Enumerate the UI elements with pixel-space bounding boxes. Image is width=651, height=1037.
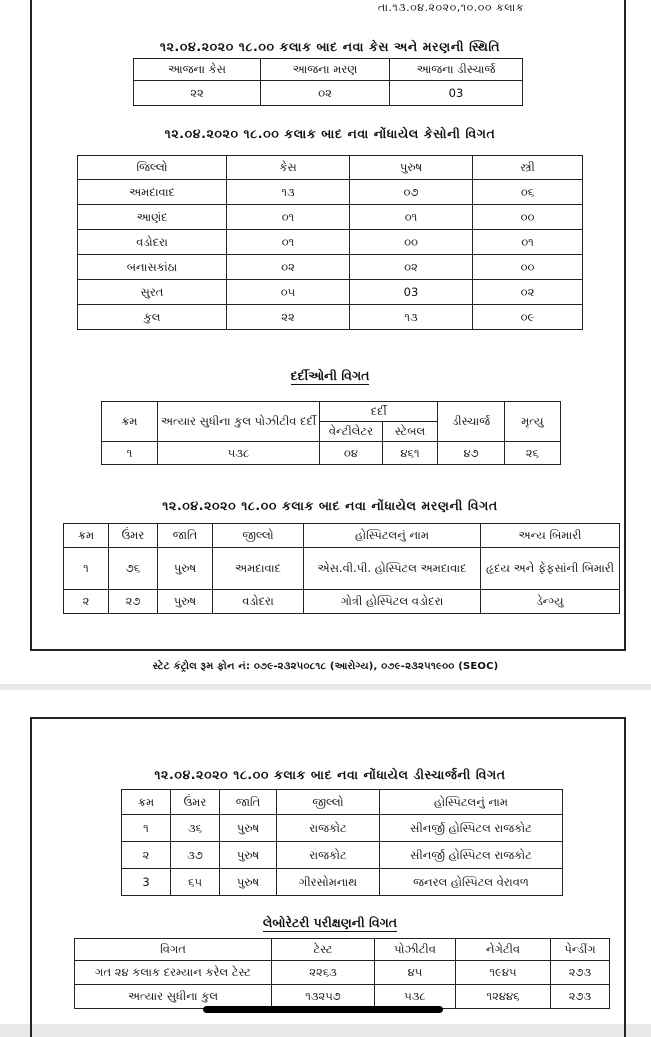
kram-cell: ૨ bbox=[122, 842, 171, 869]
kram-cell: 3 bbox=[122, 869, 171, 896]
deaths-title: ૧૨.૦૪.૨૦૨૦ ૧૮.૦૦ કલાક બાદ નવા નોંધાયેલ મરણની વિગત bbox=[162, 498, 498, 513]
table-header-row bbox=[122, 790, 563, 815]
hospital-cell: ગોત્રી હોસ્પિટલ વડોદરા bbox=[304, 590, 481, 614]
cases-cell: ૦૨ bbox=[227, 255, 350, 280]
table-header-cell: સ્ટેબલ bbox=[382, 422, 438, 442]
patients-title-text: દર્દીઓની વિગત bbox=[290, 368, 370, 383]
discharges-title: ૧૨.૦૪.૨૦૨૦ ૧૮.૦૦ કલાક બાદ નવા નોંધાયેલ ડીસ્ચાર્જની વિગત bbox=[154, 767, 506, 782]
detail-cell: અત્યાર સુધીના કુલ bbox=[75, 985, 272, 1009]
table-header-cell: જાતિ bbox=[158, 524, 213, 548]
today-discharges-value: 03 bbox=[390, 81, 523, 106]
pending-cell: ૨૭૩ bbox=[551, 985, 610, 1009]
district-name: અમદાવાદ bbox=[78, 180, 227, 205]
age-cell: ૩૭ bbox=[171, 842, 220, 869]
comorbidity-cell: ડેન્ગ્યુ bbox=[481, 590, 620, 614]
table-row bbox=[78, 230, 583, 255]
male-cell: ૧૩ bbox=[350, 305, 473, 330]
positive-cell: ૪૫ bbox=[375, 961, 456, 985]
district-name: કુલ bbox=[78, 305, 227, 330]
table-row bbox=[122, 842, 563, 869]
cases-cell: ૦૫ bbox=[227, 280, 350, 305]
age-cell: ૭૬ bbox=[109, 548, 158, 590]
gender-cell: પુરુષ bbox=[220, 869, 277, 896]
total-positive-cell: ૫૩૮ bbox=[157, 442, 319, 465]
male-cell: ૦૭ bbox=[350, 180, 473, 205]
hospital-cell: સીનર્જી હોસ્પિટલ રાજકોટ bbox=[380, 842, 563, 869]
table-header-cell: અત્યાર સુધીના કુલ પોઝીટીવ દર્દી bbox=[157, 402, 319, 442]
table-row bbox=[75, 961, 610, 985]
district-name: સુરત bbox=[78, 280, 227, 305]
table-total-row bbox=[78, 305, 583, 330]
hospital-cell: સીનર્જી હોસ્પિટલ રાજકોટ bbox=[380, 815, 563, 842]
table-header-cell: ડીસ્ચાર્જ bbox=[438, 402, 504, 442]
kram-cell: ૧ bbox=[122, 815, 171, 842]
gender-cell: પુરુષ bbox=[158, 590, 213, 614]
table-header-cell: પેન્ડીંગ bbox=[551, 939, 610, 961]
age-cell: ૨૭ bbox=[109, 590, 158, 614]
district-cases-table bbox=[77, 155, 583, 330]
negative-cell: ૧૨૪૪૬ bbox=[456, 985, 551, 1009]
discharge-cell: ૪૭ bbox=[438, 442, 504, 465]
report-dateline: તા.૧૩.૦૪.૨૦૨૦,૧૦.૦૦ કલાક bbox=[377, 1, 524, 14]
table-header-cell: જીલ્લો bbox=[213, 524, 304, 548]
female-cell: ૦૨ bbox=[473, 280, 583, 305]
table-header-cell: પોઝીટીવ bbox=[375, 939, 456, 961]
district-cell: રાજકોટ bbox=[277, 842, 380, 869]
age-cell: ૬૫ bbox=[171, 869, 220, 896]
table-header-cell: વેન્ટીલેટર bbox=[320, 422, 382, 442]
today-cases-value: ૨૨ bbox=[134, 81, 261, 106]
table-row bbox=[64, 548, 620, 590]
table-header-cell: નેગેટીવ bbox=[456, 939, 551, 961]
death-cell: ૨૬ bbox=[504, 442, 560, 465]
district-name: બનાસકાંઠા bbox=[78, 255, 227, 280]
tests-cell: ૨૨૬૩ bbox=[272, 961, 375, 985]
table-row bbox=[78, 205, 583, 230]
table-header-cell: આજના ડીસ્ચાર્જ bbox=[390, 59, 523, 81]
cases-cell: ૦૧ bbox=[227, 230, 350, 255]
table-header-row bbox=[134, 59, 523, 81]
table-header-cell: ક્રમ bbox=[122, 790, 171, 815]
male-cell: ૦૧ bbox=[350, 205, 473, 230]
hospital-cell: જનરલ હોસ્પિટલ વેરાવળ bbox=[380, 869, 563, 896]
table-header-row bbox=[64, 524, 620, 548]
home-indicator-bar[interactable] bbox=[203, 1006, 443, 1013]
district-cell: ગીરસોમનાથ bbox=[277, 869, 380, 896]
table-row bbox=[134, 81, 523, 106]
district-cell: રાજકોટ bbox=[277, 815, 380, 842]
table-row bbox=[78, 280, 583, 305]
lab-title bbox=[32, 915, 628, 931]
male-cell: ૦૨ bbox=[350, 255, 473, 280]
table-header-row bbox=[75, 939, 610, 961]
gender-cell: પુરુષ bbox=[220, 842, 277, 869]
table-header-cell: અન્ય બિમારી bbox=[481, 524, 620, 548]
patients-title bbox=[32, 368, 628, 384]
table-row bbox=[122, 815, 563, 842]
table-header-cell: ઉંમર bbox=[109, 524, 158, 548]
lab-tests-table bbox=[74, 938, 610, 1009]
patients-table bbox=[101, 401, 561, 465]
negative-cell: ૧૯૪૫ bbox=[456, 961, 551, 985]
table-header-cell: કેસ bbox=[227, 156, 350, 180]
table-header-cell: દર્દી bbox=[320, 402, 438, 422]
gender-cell: પુરુષ bbox=[220, 815, 277, 842]
table-row bbox=[64, 590, 620, 614]
table-row bbox=[102, 442, 561, 465]
gender-cell: પુરુષ bbox=[158, 548, 213, 590]
pending-cell: ૨૭૩ bbox=[551, 961, 610, 985]
table-row bbox=[78, 255, 583, 280]
table-row bbox=[78, 180, 583, 205]
cases-cell: ૧૩ bbox=[227, 180, 350, 205]
document-page-2 bbox=[0, 690, 651, 1024]
table-header-cell: ક્રમ bbox=[102, 402, 158, 442]
comorbidity-cell: હૃદય અને ફેફસાંની બિમારી bbox=[481, 548, 620, 590]
table-header-cell: જાતિ bbox=[220, 790, 277, 815]
table-header-cell: પુરુષ bbox=[350, 156, 473, 180]
detail-cell: ગત ૨૪ કલાક દરમ્યાન કરેલ ટેસ્ટ bbox=[75, 961, 272, 985]
summary-table bbox=[133, 58, 523, 106]
female-cell: ૦૦ bbox=[473, 205, 583, 230]
table-header-cell: હોસ્પિટલનું નામ bbox=[380, 790, 563, 815]
table-header-cell: ક્રમ bbox=[64, 524, 109, 548]
table-header-cell: ટેસ્ટ bbox=[272, 939, 375, 961]
summary-title: ૧૨.૦૪.૨૦૨૦ ૧૮.૦૦ કલાક બાદ નવા કેસ અને મરણની સ્થિતિ bbox=[159, 39, 501, 54]
female-cell: ૦૬ bbox=[473, 180, 583, 205]
kram-cell: ૨ bbox=[64, 590, 109, 614]
kram-cell: ૧ bbox=[102, 442, 158, 465]
cases-cell: ૨૨ bbox=[227, 305, 350, 330]
table-header-cell: આજના કેસ bbox=[134, 59, 261, 81]
table-header-cell: સ્ત્રી bbox=[473, 156, 583, 180]
age-cell: ૩૬ bbox=[171, 815, 220, 842]
district-name: વડોદરા bbox=[78, 230, 227, 255]
discharges-table bbox=[121, 789, 563, 896]
district-cell: વડોદરા bbox=[213, 590, 304, 614]
control-room-phone-footer: સ્ટેટ કંટ્રોલ રૂમ ફોન નં: ૦૭૯-૨૩૨૫૦૮૧૮ (આરોગ્ય), ૦૭૯-૨૩૨૫૧૯૦૦ (SEOC) bbox=[152, 661, 499, 672]
deaths-table bbox=[63, 523, 620, 614]
table-header-cell: જીલ્લો bbox=[277, 790, 380, 815]
table-header-cell: મૃત્યુ bbox=[504, 402, 560, 442]
female-cell: ૦૯ bbox=[473, 305, 583, 330]
district-cell: અમદાવાદ bbox=[213, 548, 304, 590]
page-1-border bbox=[30, 0, 626, 651]
table-row bbox=[122, 869, 563, 896]
district-name: આણંદ bbox=[78, 205, 227, 230]
cases-cell: ૦૧ bbox=[227, 205, 350, 230]
positive-cell: ૫૩૮ bbox=[375, 985, 456, 1009]
tests-cell: ૧૩૨૫૭ bbox=[272, 985, 375, 1009]
lab-title-text: લેબોરેટરી પરીક્ષણની વિગત bbox=[262, 915, 398, 930]
female-cell: ૦૦ bbox=[473, 255, 583, 280]
male-cell: ૦૦ bbox=[350, 230, 473, 255]
kram-cell: ૧ bbox=[64, 548, 109, 590]
stable-cell: ૪૬૧ bbox=[382, 442, 438, 465]
table-header-cell: ઉંમર bbox=[171, 790, 220, 815]
table-header-cell: વિગત bbox=[75, 939, 272, 961]
page-2-border bbox=[30, 717, 626, 1037]
table-header-cell: આજના મરણ bbox=[261, 59, 390, 81]
hospital-cell: એસ.વી.પી. હોસ્પિટલ અમદાવાદ bbox=[304, 548, 481, 590]
female-cell: ૦૧ bbox=[473, 230, 583, 255]
male-cell: 03 bbox=[350, 280, 473, 305]
table-row bbox=[75, 985, 610, 1009]
table-header-cell: જિલ્લો bbox=[78, 156, 227, 180]
ventilator-cell: ૦૪ bbox=[320, 442, 382, 465]
today-deaths-value: ૦૨ bbox=[261, 81, 390, 106]
table-header-row bbox=[78, 156, 583, 180]
table-header-row bbox=[102, 402, 561, 422]
district-cases-title: ૧૨.૦૪.૨૦૨૦ ૧૮.૦૦ કલાક બાદ નવા નોંધાયેલ કેસોની વિગત bbox=[164, 126, 496, 141]
table-header-cell: હોસ્પિટલનું નામ bbox=[304, 524, 481, 548]
